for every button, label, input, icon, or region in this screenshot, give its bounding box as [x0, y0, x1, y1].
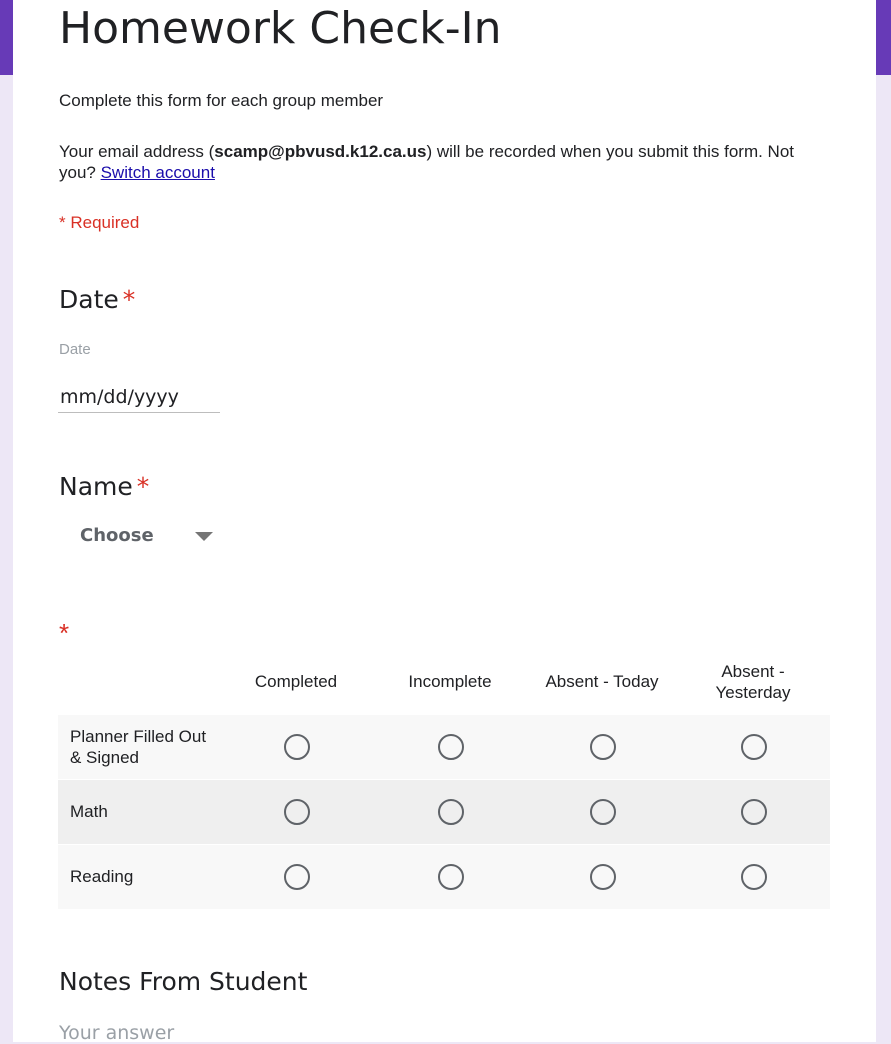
grid-column-absent-yesterday: Absent - Yesterday	[715, 662, 791, 702]
grid-column-absent-today: Absent - Today	[545, 672, 659, 691]
date-title-text: Date	[59, 285, 119, 314]
form-description: Complete this form for each group member	[59, 91, 384, 110]
radio-reading-absent-today[interactable]	[590, 864, 616, 890]
date-question-title	[59, 285, 135, 315]
notes-answer-input[interactable]: Your answer	[59, 1022, 175, 1044]
name-dropdown[interactable]	[80, 520, 220, 552]
grid-row-label: Math	[70, 802, 108, 821]
required-star: *	[136, 472, 150, 501]
email-prefix: Your email address (	[59, 142, 215, 161]
name-title-text: Name	[59, 472, 133, 501]
radio-reading-incomplete[interactable]	[438, 864, 464, 890]
name-question-title	[59, 472, 149, 502]
grid-column-completed: Completed	[254, 672, 338, 691]
grid-row-reading	[58, 845, 830, 909]
date-input[interactable]	[58, 381, 220, 413]
email-address: scamp@pbvusd.k12.ca.us	[214, 142, 427, 161]
email-suffix: ) will be recorded when you submit this form. Not you?	[59, 142, 795, 182]
grid-column-incomplete: Incomplete	[408, 672, 492, 691]
notes-question-title: Notes From Student	[59, 967, 308, 996]
dropdown-arrow-icon	[195, 532, 213, 541]
radio-math-incomplete[interactable]	[438, 799, 464, 825]
grid-row-planner	[58, 715, 830, 779]
radio-reading-completed[interactable]	[284, 864, 310, 890]
radio-math-absent-yesterday[interactable]	[741, 799, 767, 825]
required-star: *	[122, 285, 136, 314]
date-sub-label: Date	[59, 341, 91, 358]
radio-planner-absent-yesterday[interactable]	[741, 734, 767, 760]
radio-planner-absent-today[interactable]	[590, 734, 616, 760]
radio-reading-absent-yesterday[interactable]	[741, 864, 767, 890]
switch-account-link[interactable]: Switch account	[100, 163, 215, 182]
required-note: * Required	[59, 213, 140, 232]
email-notice	[59, 141, 829, 183]
grid-row-label: Reading	[70, 867, 134, 886]
radio-math-absent-today[interactable]	[590, 799, 616, 825]
grid-row-math	[58, 780, 830, 844]
radio-math-completed[interactable]	[284, 799, 310, 825]
form-title: Homework Check-In	[59, 3, 502, 54]
grid-row-label: Planner Filled Out & Signed	[70, 727, 207, 767]
form-card	[13, 0, 876, 1042]
grid-required-star: *	[59, 618, 70, 648]
radio-planner-completed[interactable]	[284, 734, 310, 760]
radio-planner-incomplete[interactable]	[438, 734, 464, 760]
name-dropdown-value: Choose	[80, 525, 154, 546]
